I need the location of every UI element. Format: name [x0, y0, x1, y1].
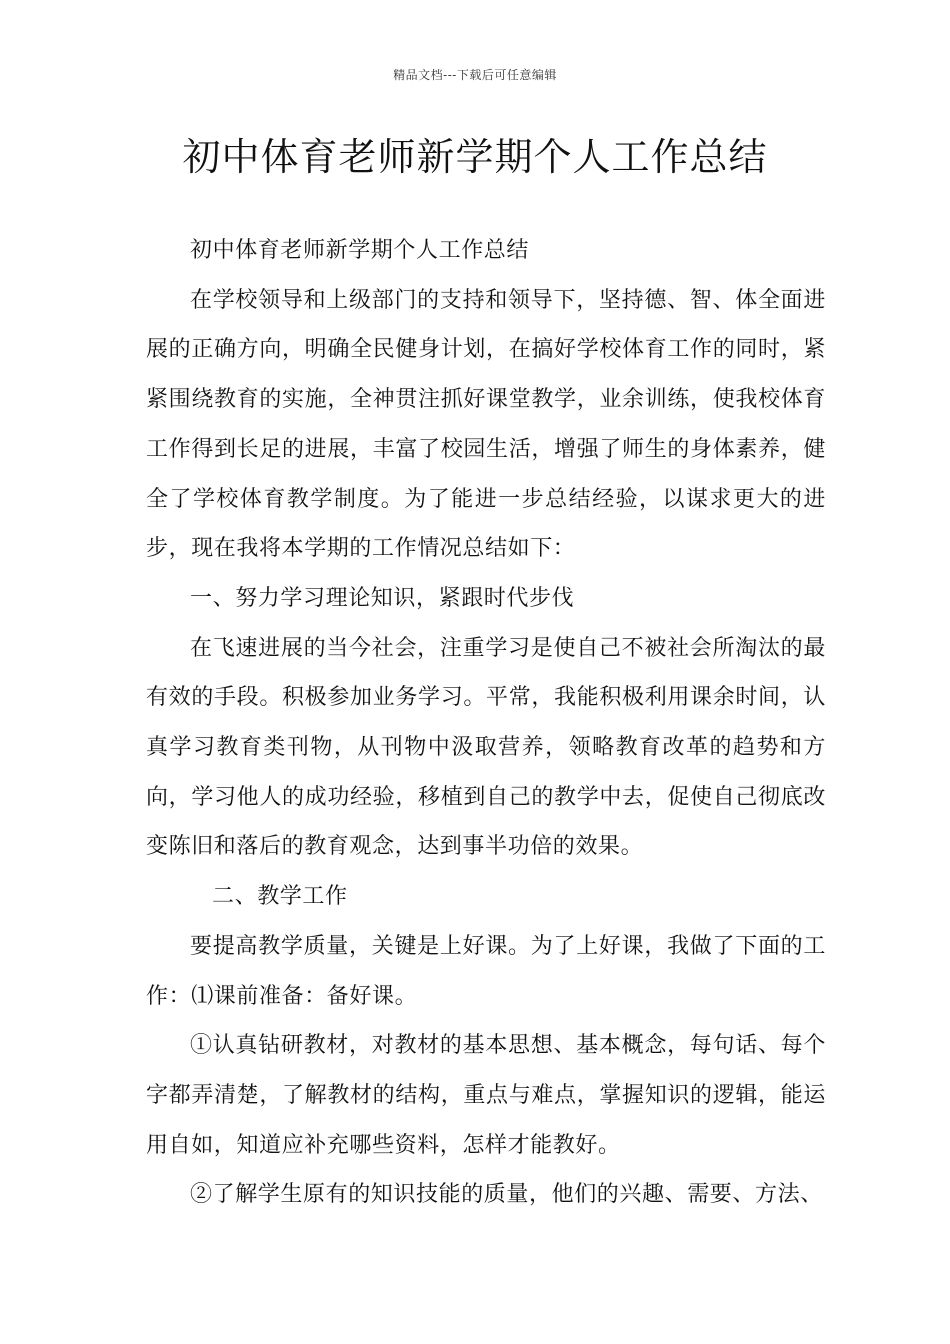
- section-heading-2: 二、教学工作: [212, 884, 348, 910]
- document-title: 初中体育老师新学期个人工作总结: [182, 135, 768, 179]
- document-body: [146, 226, 826, 1220]
- paragraph-item-2: ②了解学生原有的知识技能的质量，他们的兴趣、需要、方法、: [190, 1182, 823, 1208]
- paragraph-section-1: 在飞速进展的当今社会，注重学习是使自己不被社会所淘汰的最有效的手段。积极参加业务学习。平常，我能积极利用课余时间，认真学习教育类刊物，从刊物中汲取营养，领略教育改革的趋势和方向，学习他人的成功经验，移植到自己的教学中去，促使自己彻底改变陈旧和落后的教育观念，达到事半功倍的效果。: [146, 635, 826, 860]
- paragraph-intro: 在学校领导和上级部门的支持和领导下，坚持德、智、体全面进展的正确方向，明确全民健身计划，在搞好学校体育工作的同时，紧紧围绕教育的实施，全神贯注抓好课堂教学，业余训练，使我校体育工作得到长足的进展，丰富了校园生活，增强了师生的身体素养，健全了学校体育教学制度。为了能进一步总结经验，以谋求更大的进步，现在我将本学期的工作情况总结如下：: [146, 287, 826, 562]
- header-note: 精品文档---下载后可任意编辑: [393, 68, 557, 82]
- paragraph-section-2: 要提高教学质量，关键是上好课。为了上好课，我做了下面的工作：⑴课前准备：备好课。: [146, 933, 826, 1009]
- paragraph-subtitle: 初中体育老师新学期个人工作总结: [190, 238, 530, 263]
- section-heading-1: 一、努力学习理论知识，紧跟时代步伐: [190, 585, 575, 611]
- paragraph-item-1: ①认真钻研教材，对教材的基本思想、基本概念，每句话、每个字都弄清楚，了解教材的结构，重点与难点，掌握知识的逻辑，能运用自如，知道应补充哪些资料，怎样才能教好。: [146, 1033, 826, 1158]
